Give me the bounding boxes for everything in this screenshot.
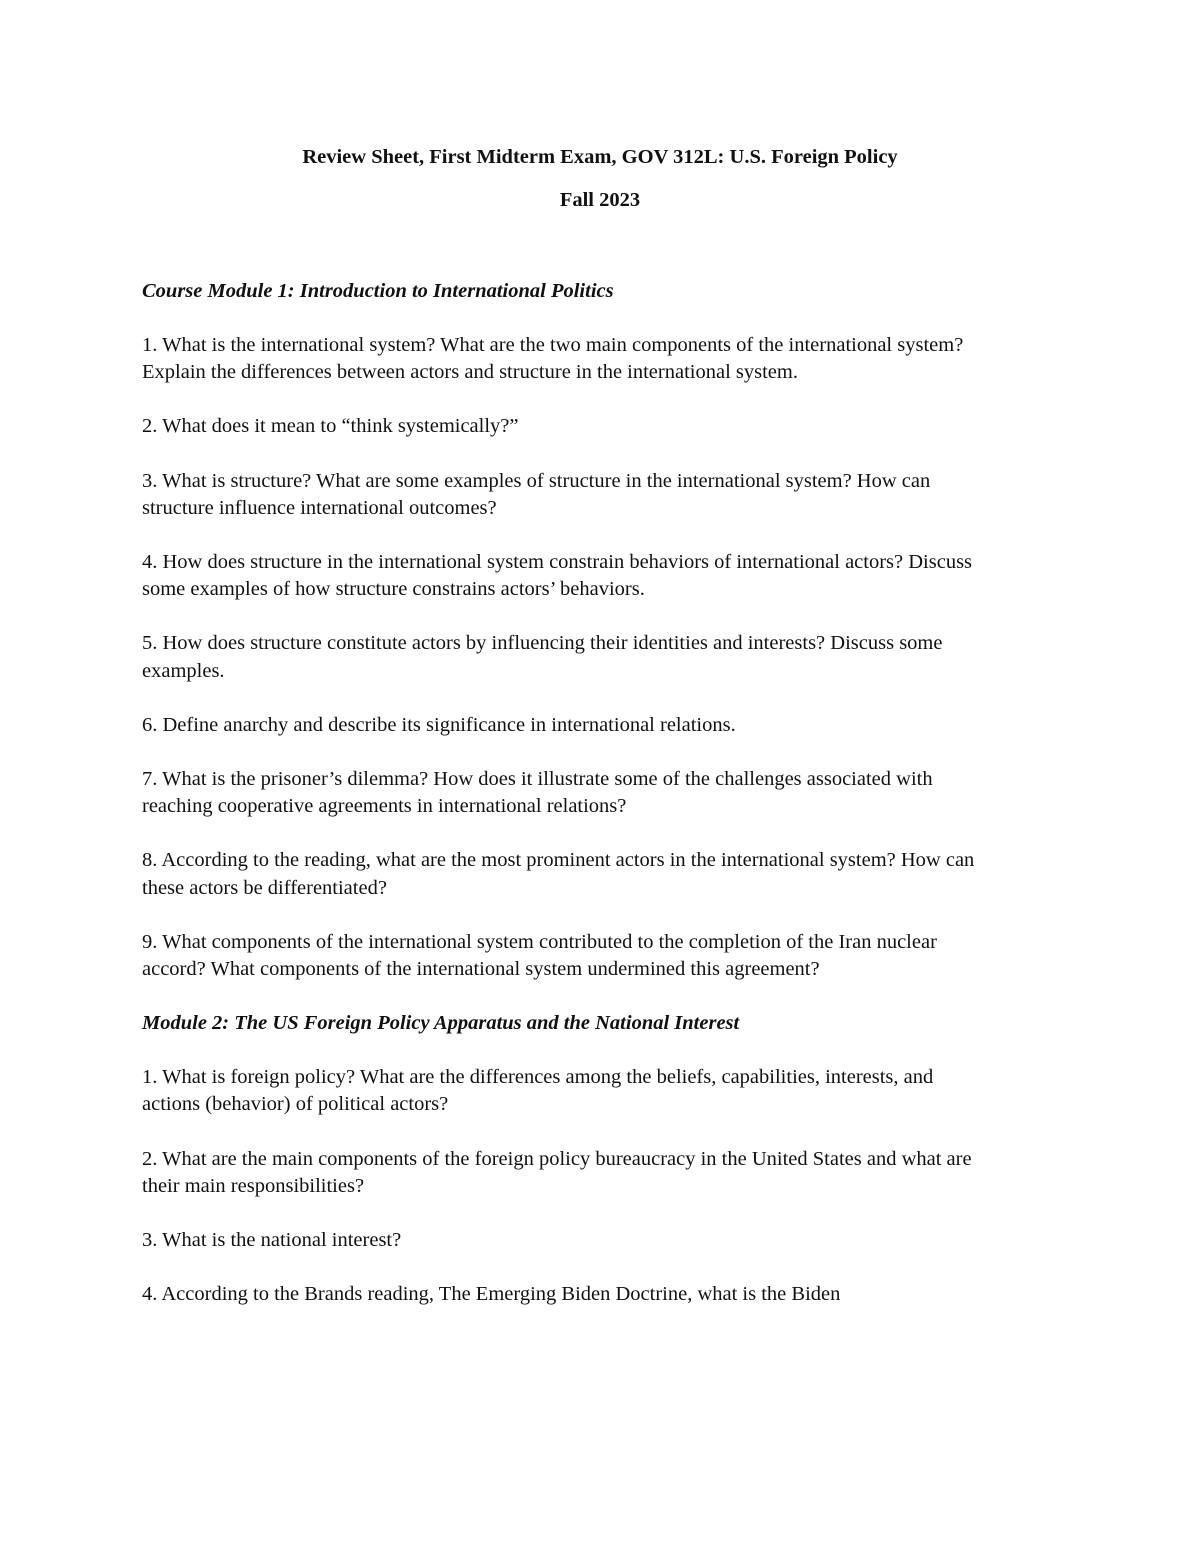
- module-1-question-9: 9. What components of the international system contributed to the completion of the Iran nuclear accord? What components of the international system undermined this agreement?: [142, 930, 937, 981]
- module-1-section: [142, 278, 992, 983]
- module-2-question-2: 2. What are the main components of the foreign policy bureaucracy in the United States and what are their main responsibilities?: [142, 1147, 972, 1197]
- module-1-question-5: 5. How does structure constitute actors by influencing their identities and interests? Discuss some examples.: [142, 632, 943, 682]
- module-1-heading: Course Module 1: Introduction to International Politics: [142, 280, 614, 302]
- module-2-heading: Module 2: The US Foreign Policy Apparatus and the National Interest: [142, 1012, 740, 1035]
- module-1-question-6: 6. Define anarchy and describe its significance in international relations.: [142, 713, 736, 736]
- module-1-question-3: 3. What is structure? What are some examples of structure in the international system? How can structure influence international outcomes?: [142, 469, 931, 519]
- module-1-question-8: 8. According to the reading, what are the most prominent actors in the international system? How can these actors be differentiated?: [142, 849, 975, 899]
- module-2-section: [142, 1010, 992, 1308]
- module-1-question-7: 7. What is the prisoner’s dilemma? How does it illustrate some of the challenges associated with reaching cooperative agreements in international relations?: [142, 768, 933, 818]
- module-2-question-4: 4. According to the Brands reading, The Emerging Biden Doctrine, what is the Biden: [142, 1283, 841, 1306]
- module-1-question-4: 4. How does structure in the international system constrain behaviors of international actors? Discuss some examples of how structure constrains actors’ behaviors.: [142, 551, 973, 601]
- document-title: Review Sheet, First Midterm Exam, GOV 312L: U.S. Foreign Policy: [302, 146, 898, 168]
- document-body: [142, 278, 992, 1335]
- module-2-question-1: 1. What is foreign policy? What are the differences among the beliefs, capabilities, interests, and actions (behavior) of political actors?: [142, 1066, 934, 1116]
- module-1-question-1: 1. What is the international system? What are the two main components of the international system? Explain the differences between actors and structure in the international system.: [142, 334, 964, 384]
- document-term: Fall 2023: [559, 189, 641, 211]
- module-2-question-3: 3. What is the national interest?: [142, 1229, 402, 1252]
- module-1-question-2: 2. What does it mean to “think systemically?”: [142, 415, 519, 438]
